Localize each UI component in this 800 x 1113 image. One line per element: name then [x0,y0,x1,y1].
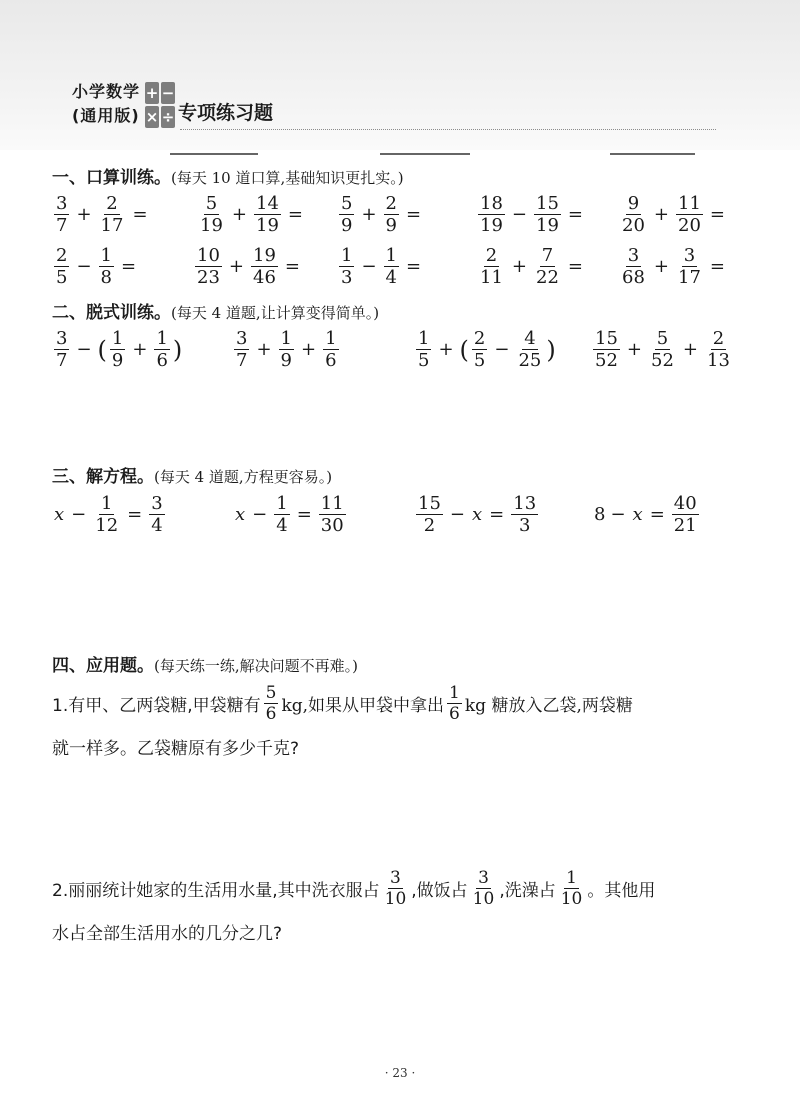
minus-icon: − [161,84,175,102]
mental-math-9: $\frac{2}{11}$ + $\frac{7}{22}$ = [480,245,583,288]
divide-icon: ÷ [161,108,175,126]
word-problem-1: 1.有甲、乙两袋糖,甲袋糖有 $\frac{5}{6}$ kg,如果从甲袋中拿出 $\frac{1}{6}$ kg 糖放入乙袋,两袋糖 就一样多。乙袋糖原有多少千克? [52,682,633,759]
mental-math-8: $\frac{1}{3}$ − $\frac{1}{4}$ = [341,245,422,288]
mental-math-6: $\frac{2}{5}$ − $\frac{1}{8}$ = [56,245,137,288]
stepwise-calc-4: $\frac{15}{52}$ + $\frac{5}{52}$ + $\frac{2}{13}$ [595,328,730,371]
equation-4: 8 − x = $\frac{40}{21}$ [594,493,697,536]
mental-math-10: $\frac{3}{68}$ + $\frac{3}{17}$ = [622,245,725,288]
header-divider [180,129,716,130]
stepwise-calc-3: $\frac{1}{5}$ + ( $\frac{2}{5}$ − $\frac{4}{25}$ ) [418,328,556,371]
equation-1: x − $\frac{1}{12}$ = $\frac{3}{4}$ [54,493,163,536]
section-4-title: 四、应用题。(每天练一练,解决问题不再难。) [52,656,358,676]
decor-line [170,153,258,155]
section-2-title: 二、脱式训练。(每天 4 道题,让计算变得简单。) [52,303,380,323]
decor-line [380,153,470,155]
mental-math-3: $\frac{5}{9}$ + $\frac{2}{9}$ = [341,193,422,236]
mental-math-7: $\frac{10}{23}$ + $\frac{19}{46}$ = [197,245,300,288]
stepwise-calc-2: $\frac{3}{7}$ + $\frac{1}{9}$ + $\frac{1}{6}$ [236,328,337,371]
decor-line [610,153,695,155]
mental-math-1: $\frac{3}{7}$ + $\frac{2}{17}$ = [56,193,148,236]
brand-text: 小学数学 (通用版) [72,82,141,125]
page-number: · 23 · [384,1066,416,1080]
header-title: 专项练习题 [178,102,274,124]
times-icon: × [145,108,159,126]
mental-math-5: $\frac{9}{20}$ + $\frac{11}{20}$ = [622,193,725,236]
word-problem-2: 2.丽丽统计她家的生活用水量,其中洗衣服占 $\frac{3}{10}$ ,做饭占 $\frac{3}{10}$ ,洗澡占 $\frac{1}{10}$ 。其他用 水占全部生活用水的几分之几? [52,867,656,944]
equation-2: x − $\frac{1}{4}$ = $\frac{11}{30}$ [235,493,344,536]
mental-math-4: $\frac{18}{19}$ − $\frac{15}{19}$ = [480,193,583,236]
equation-3: $\frac{15}{2}$ − x = $\frac{13}{3}$ [418,493,537,536]
section-1-title: 一、口算训练。(每天 10 道口算,基础知识更扎实。) [52,168,404,188]
plus-icon: + [145,84,159,102]
stepwise-calc-1: $\frac{3}{7}$ − ( $\frac{1}{9}$ + $\frac{1}{6}$ ) [56,328,183,371]
section-3-title: 三、解方程。(每天 4 道题,方程更容易。) [52,467,333,487]
mental-math-2: $\frac{5}{19}$ + $\frac{14}{19}$ = [200,193,303,236]
operator-icons [145,82,175,132]
